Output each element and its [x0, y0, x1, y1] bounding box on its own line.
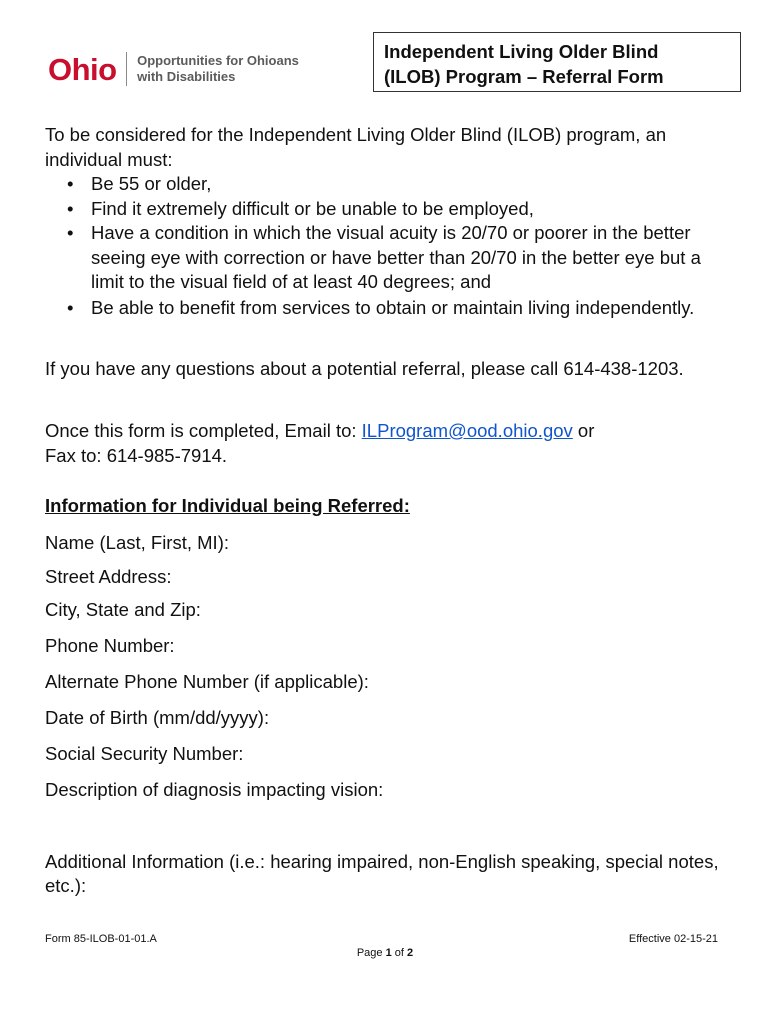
criterion-visual-acuity: Have a condition in which the visual acuity is 20/70 or poorer in the better seeing eye with correction or have better than 20/70 in the better eye but a limit to the visual field of at least 40 degrees; and [91, 222, 701, 292]
page-current: 1 [385, 947, 392, 959]
field-ssn: Social Security Number: [45, 743, 244, 764]
field-phone: Phone Number: [45, 635, 175, 656]
bullet-icon: • [67, 173, 74, 194]
bullet-icon: • [67, 296, 74, 318]
email-line [45, 419, 735, 444]
form-title-box [373, 32, 741, 92]
eligibility-section [45, 123, 735, 321]
form-title-line1: Independent Living Older Blind [384, 41, 659, 62]
list-item [45, 172, 735, 197]
questions-paragraph [45, 357, 735, 382]
logo-divider [126, 52, 128, 86]
email-link[interactable]: ILProgram@ood.ohio.gov [361, 420, 573, 441]
bullet-icon: • [67, 197, 74, 219]
section-heading: Information for Individual being Referred: [45, 495, 410, 516]
list-item [45, 221, 735, 295]
criterion-employment: Find it extremely difficult or be unable to be employed, [91, 197, 534, 219]
logo-tagline-line2: with Disabilities [137, 69, 236, 84]
logo-wordmark: Ohio [48, 51, 117, 87]
form-title-line2: (ILOB) Program – Referral Form [384, 66, 664, 87]
email-prefix: Once this form is completed, Email to: [45, 420, 362, 441]
field-alternate-phone: Alternate Phone Number (if applicable): [45, 671, 369, 692]
email-suffix: or [572, 420, 595, 441]
contact-paragraph [45, 419, 735, 468]
criterion-age: Be 55 or older, [91, 173, 212, 194]
page-total: 2 [407, 947, 414, 959]
list-item [45, 295, 735, 321]
page-prefix: Page [356, 947, 386, 959]
page-mid: of [391, 947, 408, 959]
list-item [45, 197, 735, 222]
field-diagnosis: Description of diagnosis impacting vision: [45, 779, 384, 800]
page-number [0, 947, 770, 959]
eligibility-lead: To be considered for the Independent Living Older Blind (ILOB) program, an individual must: [45, 124, 667, 170]
field-street-address: Street Address: [45, 566, 172, 587]
fax-line: Fax to: 614-985-7914. [45, 444, 228, 466]
criterion-benefit: Be able to benefit from services to obtain or maintain living independently. [91, 296, 695, 318]
eligibility-list [45, 172, 735, 321]
bullet-icon: • [67, 222, 74, 243]
field-additional-info: Additional Information (i.e.: hearing impaired, non-English speaking, special notes, etc.): [45, 851, 719, 896]
agency-logo [48, 45, 328, 93]
questions-text: If you have any questions about a potential referral, please call 614-438-1203. [45, 358, 684, 379]
logo-tagline-line1: Opportunities for Ohioans [137, 53, 299, 68]
logo-tagline [137, 53, 299, 85]
form-id: Form 85-ILOB-01-01.A [45, 933, 157, 945]
field-date-of-birth: Date of Birth (mm/dd/yyyy): [45, 707, 270, 728]
effective-date: Effective 02-15-21 [628, 933, 718, 945]
field-name: Name (Last, First, MI): [45, 532, 229, 553]
field-city-state-zip: City, State and Zip: [45, 599, 201, 620]
